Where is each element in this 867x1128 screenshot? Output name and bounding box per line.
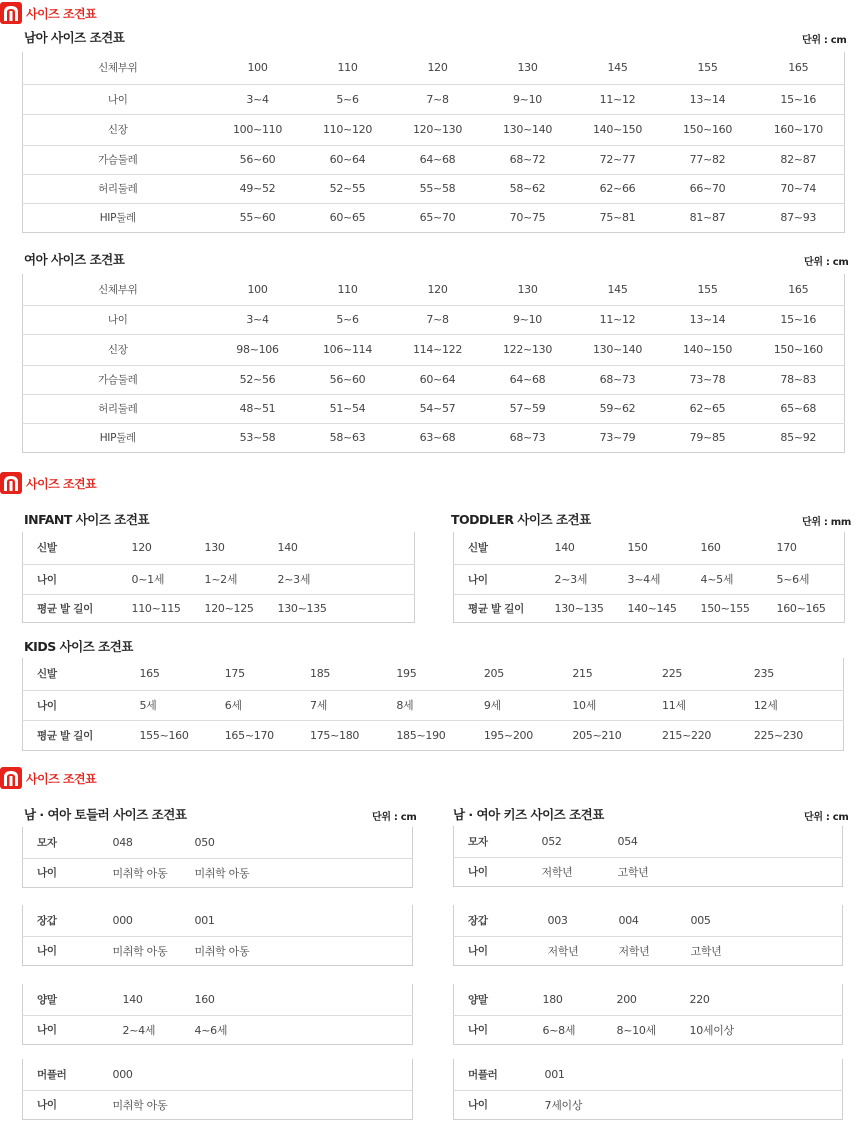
size-header-cell: 120 bbox=[393, 52, 483, 84]
row-label-cell: 신체부위 bbox=[23, 52, 213, 84]
size-value-cell: 4~5세 bbox=[701, 564, 777, 594]
size-value-cell: 5~6 bbox=[303, 305, 393, 334]
size-header-cell: 130 bbox=[205, 532, 278, 564]
size-value-cell: 150~160 bbox=[663, 114, 753, 145]
size-header-cell: 220 bbox=[690, 984, 843, 1015]
size-value-cell: 68~73 bbox=[483, 423, 573, 452]
size-value-cell: 7~8 bbox=[393, 84, 483, 114]
size-value-cell: 미취학 아동 bbox=[113, 858, 195, 887]
size-value-cell: 130~135 bbox=[278, 594, 415, 622]
table-row bbox=[23, 690, 844, 720]
size-value-cell: 5~6세 bbox=[777, 564, 845, 594]
size-value-cell: 120~130 bbox=[393, 114, 483, 145]
size-value-cell: 70~74 bbox=[753, 174, 845, 203]
table-header-row bbox=[454, 984, 843, 1015]
size-header-cell: 120 bbox=[393, 274, 483, 305]
size-header-cell: 180 bbox=[543, 984, 617, 1015]
size-value-cell: 62~66 bbox=[573, 174, 663, 203]
table-header-row bbox=[23, 274, 845, 305]
size-header-cell: 003 bbox=[548, 905, 619, 936]
brand-logo-icon bbox=[0, 2, 22, 24]
size-value-cell: 2~4세 bbox=[123, 1015, 195, 1044]
acc-toddler-gloves-table bbox=[22, 905, 413, 966]
table-row bbox=[23, 423, 845, 452]
size-value-cell: 저학년 bbox=[548, 936, 619, 965]
size-header-cell: 048 bbox=[113, 827, 195, 858]
size-value-cell: 60~65 bbox=[303, 203, 393, 232]
size-value-cell: 7세 bbox=[310, 690, 396, 720]
size-value-cell: 5세 bbox=[139, 690, 224, 720]
size-value-cell: 저학년 bbox=[542, 857, 618, 886]
size-value-cell: 고학년 bbox=[691, 936, 843, 965]
size-header-cell: 000 bbox=[113, 1059, 413, 1090]
size-header-cell: 165 bbox=[753, 274, 845, 305]
size-header-cell: 185 bbox=[310, 658, 396, 690]
row-label-cell: 나이 bbox=[23, 1015, 123, 1044]
size-value-cell: 52~55 bbox=[303, 174, 393, 203]
infant-size-title: INFANT 사이즈 조견표 bbox=[24, 512, 150, 527]
size-header-cell: 155 bbox=[663, 274, 753, 305]
table-row bbox=[23, 1090, 413, 1119]
row-label-cell: 양말 bbox=[454, 984, 543, 1015]
size-header-cell: 235 bbox=[754, 658, 844, 690]
size-header-cell: 145 bbox=[573, 52, 663, 84]
size-header-cell: 165 bbox=[753, 52, 845, 84]
size-value-cell: 11~12 bbox=[573, 84, 663, 114]
row-label-cell: 가슴둘레 bbox=[23, 145, 213, 174]
size-value-cell: 11세 bbox=[662, 690, 754, 720]
table-header-row bbox=[23, 827, 413, 858]
size-value-cell: 66~70 bbox=[663, 174, 753, 203]
size-value-cell: 미취학 아동 bbox=[113, 1090, 413, 1119]
row-label-cell: 머플러 bbox=[454, 1059, 545, 1090]
size-value-cell: 고학년 bbox=[618, 857, 843, 886]
size-header-cell: 130 bbox=[483, 274, 573, 305]
table-header-row bbox=[23, 532, 415, 564]
toddler-size-title: TODDLER 사이즈 조견표 bbox=[451, 512, 591, 527]
table-header-row bbox=[454, 905, 843, 936]
size-header-cell: 160 bbox=[195, 984, 413, 1015]
size-value-cell: 87~93 bbox=[753, 203, 845, 232]
size-value-cell: 77~82 bbox=[663, 145, 753, 174]
size-value-cell: 13~14 bbox=[663, 84, 753, 114]
size-value-cell: 140~150 bbox=[663, 334, 753, 365]
size-value-cell: 60~64 bbox=[393, 365, 483, 394]
size-value-cell: 미취학 아동 bbox=[195, 858, 413, 887]
size-value-cell: 56~60 bbox=[213, 145, 303, 174]
size-header-cell: 000 bbox=[113, 905, 195, 936]
row-label-cell: 나이 bbox=[454, 564, 555, 594]
size-header-cell: 110 bbox=[303, 274, 393, 305]
size-header-cell: 195 bbox=[396, 658, 483, 690]
size-value-cell: 15~16 bbox=[753, 305, 845, 334]
acc-toddler-muffler-table bbox=[22, 1059, 413, 1120]
section-header-3 bbox=[0, 767, 96, 789]
size-value-cell: 75~81 bbox=[573, 203, 663, 232]
boys-size-title: 남아 사이즈 조견표 bbox=[24, 30, 125, 45]
table-row bbox=[23, 936, 413, 965]
size-value-cell: 54~57 bbox=[393, 394, 483, 423]
row-label-cell: HIP둘레 bbox=[23, 423, 213, 452]
section-title: 사이즈 조견표 bbox=[26, 476, 97, 491]
size-value-cell: 160~170 bbox=[753, 114, 845, 145]
size-value-cell: 57~59 bbox=[483, 394, 573, 423]
size-header-cell: 175 bbox=[225, 658, 310, 690]
acc-kids-title: 남 · 여아 키즈 사이즈 조견표 bbox=[453, 807, 604, 822]
table-header-row bbox=[23, 905, 413, 936]
row-label-cell: 신발 bbox=[454, 532, 555, 564]
size-header-cell: 200 bbox=[617, 984, 690, 1015]
size-value-cell: 4~6세 bbox=[195, 1015, 413, 1044]
table-row bbox=[23, 564, 415, 594]
size-value-cell: 73~79 bbox=[573, 423, 663, 452]
size-value-cell: 175~180 bbox=[310, 720, 396, 750]
row-label-cell: 모자 bbox=[454, 826, 542, 857]
size-value-cell: 82~87 bbox=[753, 145, 845, 174]
size-value-cell: 62~65 bbox=[663, 394, 753, 423]
size-value-cell: 60~64 bbox=[303, 145, 393, 174]
size-value-cell: 98~106 bbox=[213, 334, 303, 365]
size-value-cell: 79~85 bbox=[663, 423, 753, 452]
table-row bbox=[23, 145, 845, 174]
size-value-cell: 48~51 bbox=[213, 394, 303, 423]
table-row bbox=[23, 203, 845, 232]
size-value-cell: 195~200 bbox=[484, 720, 573, 750]
size-value-cell: 55~60 bbox=[213, 203, 303, 232]
size-header-cell: 165 bbox=[139, 658, 224, 690]
size-header-cell: 001 bbox=[545, 1059, 843, 1090]
size-value-cell: 64~68 bbox=[393, 145, 483, 174]
size-value-cell: 215~220 bbox=[662, 720, 754, 750]
size-value-cell: 10세 bbox=[572, 690, 662, 720]
size-value-cell: 78~83 bbox=[753, 365, 845, 394]
table-row bbox=[454, 564, 845, 594]
section-header-1 bbox=[0, 2, 96, 24]
table-row bbox=[23, 174, 845, 203]
row-label-cell: 장갑 bbox=[454, 905, 548, 936]
size-value-cell: 68~73 bbox=[573, 365, 663, 394]
row-label-cell: 모자 bbox=[23, 827, 113, 858]
size-header-cell: 145 bbox=[573, 274, 663, 305]
size-value-cell: 68~72 bbox=[483, 145, 573, 174]
table-row bbox=[23, 720, 844, 750]
size-value-cell: 52~56 bbox=[213, 365, 303, 394]
row-label-cell: 신발 bbox=[23, 658, 140, 690]
size-header-cell: 100 bbox=[213, 52, 303, 84]
size-value-cell: 165~170 bbox=[225, 720, 310, 750]
size-value-cell: 120~125 bbox=[205, 594, 278, 622]
size-value-cell: 130~135 bbox=[555, 594, 628, 622]
row-label-cell: HIP둘레 bbox=[23, 203, 213, 232]
girls-size-title: 여아 사이즈 조견표 bbox=[24, 252, 125, 267]
size-header-cell: 120 bbox=[132, 532, 205, 564]
acc-toddler-title: 남 · 여아 토들러 사이즈 조견표 bbox=[24, 807, 187, 822]
size-value-cell: 1~2세 bbox=[205, 564, 278, 594]
size-value-cell: 63~68 bbox=[393, 423, 483, 452]
size-value-cell: 150~160 bbox=[753, 334, 845, 365]
table-header-row bbox=[23, 658, 844, 690]
table-header-row bbox=[23, 52, 845, 84]
size-value-cell: 122~130 bbox=[483, 334, 573, 365]
table-header-row bbox=[454, 532, 845, 564]
size-value-cell: 2~3세 bbox=[278, 564, 415, 594]
kids-size-title: KIDS 사이즈 조견표 bbox=[24, 639, 133, 654]
size-value-cell: 110~120 bbox=[303, 114, 393, 145]
size-value-cell: 59~62 bbox=[573, 394, 663, 423]
brand-logo-icon bbox=[0, 472, 22, 494]
size-value-cell: 53~58 bbox=[213, 423, 303, 452]
acc-kids-muffler-table bbox=[453, 1059, 843, 1120]
size-value-cell: 9~10 bbox=[483, 84, 573, 114]
size-value-cell: 205~210 bbox=[572, 720, 662, 750]
row-label-cell: 나이 bbox=[454, 857, 542, 886]
boys-size-table bbox=[22, 52, 845, 233]
size-value-cell: 6세 bbox=[225, 690, 310, 720]
size-value-cell: 150~155 bbox=[701, 594, 777, 622]
acc-kids-unit-label: 단위 : cm bbox=[804, 812, 849, 823]
table-row bbox=[23, 394, 845, 423]
size-value-cell: 100~110 bbox=[213, 114, 303, 145]
table-row bbox=[23, 1015, 413, 1044]
size-header-cell: 052 bbox=[542, 826, 618, 857]
section-header-2 bbox=[0, 472, 96, 494]
acc-toddler-hat-table bbox=[22, 827, 413, 888]
row-label-cell: 평균 발 길이 bbox=[23, 720, 140, 750]
size-value-cell: 110~115 bbox=[132, 594, 205, 622]
size-value-cell: 8~10세 bbox=[617, 1015, 690, 1044]
section-title: 사이즈 조견표 bbox=[26, 771, 97, 786]
size-value-cell: 2~3세 bbox=[555, 564, 628, 594]
size-header-cell: 160 bbox=[701, 532, 777, 564]
size-value-cell: 미취학 아동 bbox=[113, 936, 195, 965]
size-value-cell: 5~6 bbox=[303, 84, 393, 114]
size-value-cell: 12세 bbox=[754, 690, 844, 720]
row-label-cell: 가슴둘레 bbox=[23, 365, 213, 394]
size-header-cell: 005 bbox=[691, 905, 843, 936]
size-header-cell: 225 bbox=[662, 658, 754, 690]
row-label-cell: 허리둘레 bbox=[23, 174, 213, 203]
size-header-cell: 050 bbox=[195, 827, 413, 858]
toddler-unit-label: 단위 : mm bbox=[802, 517, 852, 528]
row-label-cell: 머플러 bbox=[23, 1059, 113, 1090]
row-label-cell: 나이 bbox=[23, 690, 140, 720]
boys-unit-label: 단위 : cm bbox=[802, 35, 847, 46]
section-title: 사이즈 조견표 bbox=[26, 6, 97, 21]
size-value-cell: 58~63 bbox=[303, 423, 393, 452]
size-header-cell: 205 bbox=[484, 658, 573, 690]
row-label-cell: 장갑 bbox=[23, 905, 113, 936]
size-value-cell: 7~8 bbox=[393, 305, 483, 334]
size-header-cell: 001 bbox=[195, 905, 413, 936]
size-header-cell: 100 bbox=[213, 274, 303, 305]
acc-kids-gloves-table bbox=[453, 905, 843, 966]
size-header-cell: 140 bbox=[278, 532, 415, 564]
size-value-cell: 65~70 bbox=[393, 203, 483, 232]
table-row bbox=[454, 1015, 843, 1044]
size-value-cell: 55~58 bbox=[393, 174, 483, 203]
size-value-cell: 114~122 bbox=[393, 334, 483, 365]
kids-size-table bbox=[22, 658, 844, 751]
table-row bbox=[23, 305, 845, 334]
size-value-cell: 56~60 bbox=[303, 365, 393, 394]
size-value-cell: 225~230 bbox=[754, 720, 844, 750]
size-value-cell: 72~77 bbox=[573, 145, 663, 174]
row-label-cell: 허리둘레 bbox=[23, 394, 213, 423]
size-value-cell: 미취학 아동 bbox=[195, 936, 413, 965]
table-header-row bbox=[23, 1059, 413, 1090]
girls-unit-label: 단위 : cm bbox=[804, 257, 849, 268]
table-row bbox=[23, 84, 845, 114]
row-label-cell: 나이 bbox=[454, 1015, 543, 1044]
acc-toddler-socks-table bbox=[22, 984, 413, 1045]
row-label-cell: 평균 발 길이 bbox=[454, 594, 555, 622]
size-value-cell: 6~8세 bbox=[543, 1015, 617, 1044]
size-value-cell: 70~75 bbox=[483, 203, 573, 232]
row-label-cell: 나이 bbox=[23, 936, 113, 965]
row-label-cell: 나이 bbox=[23, 1090, 113, 1119]
size-header-cell: 140 bbox=[555, 532, 628, 564]
size-header-cell: 054 bbox=[618, 826, 843, 857]
size-value-cell: 160~165 bbox=[777, 594, 845, 622]
girls-size-table bbox=[22, 274, 845, 453]
size-header-cell: 140 bbox=[123, 984, 195, 1015]
size-value-cell: 81~87 bbox=[663, 203, 753, 232]
table-row bbox=[23, 334, 845, 365]
size-value-cell: 155~160 bbox=[139, 720, 224, 750]
size-header-cell: 155 bbox=[663, 52, 753, 84]
size-header-cell: 215 bbox=[572, 658, 662, 690]
row-label-cell: 나이 bbox=[23, 858, 113, 887]
size-header-cell: 110 bbox=[303, 52, 393, 84]
size-header-cell: 004 bbox=[619, 905, 691, 936]
size-value-cell: 13~14 bbox=[663, 305, 753, 334]
table-row bbox=[23, 365, 845, 394]
size-value-cell: 140~150 bbox=[573, 114, 663, 145]
size-value-cell: 185~190 bbox=[396, 720, 483, 750]
size-value-cell: 140~145 bbox=[628, 594, 701, 622]
brand-logo-icon bbox=[0, 767, 22, 789]
size-value-cell: 73~78 bbox=[663, 365, 753, 394]
size-value-cell: 58~62 bbox=[483, 174, 573, 203]
row-label-cell: 나이 bbox=[454, 936, 548, 965]
row-label-cell: 나이 bbox=[23, 305, 213, 334]
row-label-cell: 양말 bbox=[23, 984, 123, 1015]
size-value-cell: 64~68 bbox=[483, 365, 573, 394]
acc-toddler-unit-label: 단위 : cm bbox=[372, 812, 417, 823]
row-label-cell: 나이 bbox=[23, 84, 213, 114]
row-label-cell: 신체부위 bbox=[23, 274, 213, 305]
table-row bbox=[23, 858, 413, 887]
row-label-cell: 신장 bbox=[23, 334, 213, 365]
size-value-cell: 7세이상 bbox=[545, 1090, 843, 1119]
size-value-cell: 130~140 bbox=[483, 114, 573, 145]
toddler-size-table bbox=[453, 532, 845, 623]
table-row bbox=[454, 936, 843, 965]
size-value-cell: 9~10 bbox=[483, 305, 573, 334]
size-header-cell: 150 bbox=[628, 532, 701, 564]
table-row bbox=[23, 594, 415, 622]
size-value-cell: 130~140 bbox=[573, 334, 663, 365]
size-value-cell: 65~68 bbox=[753, 394, 845, 423]
size-value-cell: 3~4 bbox=[213, 305, 303, 334]
size-value-cell: 49~52 bbox=[213, 174, 303, 203]
table-row bbox=[454, 594, 845, 622]
size-value-cell: 8세 bbox=[396, 690, 483, 720]
size-value-cell: 9세 bbox=[484, 690, 573, 720]
row-label-cell: 신장 bbox=[23, 114, 213, 145]
size-value-cell: 11~12 bbox=[573, 305, 663, 334]
size-value-cell: 3~4 bbox=[213, 84, 303, 114]
size-header-cell: 130 bbox=[483, 52, 573, 84]
row-label-cell: 나이 bbox=[454, 1090, 545, 1119]
table-row bbox=[454, 857, 843, 886]
size-value-cell: 3~4세 bbox=[628, 564, 701, 594]
size-header-cell: 170 bbox=[777, 532, 845, 564]
table-header-row bbox=[454, 826, 843, 857]
row-label-cell: 신발 bbox=[23, 532, 132, 564]
acc-kids-hat-table bbox=[453, 826, 843, 887]
size-value-cell: 51~54 bbox=[303, 394, 393, 423]
acc-kids-socks-table bbox=[453, 984, 843, 1045]
table-row bbox=[23, 114, 845, 145]
table-row bbox=[454, 1090, 843, 1119]
size-value-cell: 85~92 bbox=[753, 423, 845, 452]
table-header-row bbox=[454, 1059, 843, 1090]
table-header-row bbox=[23, 984, 413, 1015]
infant-size-table bbox=[22, 532, 415, 623]
row-label-cell: 평균 발 길이 bbox=[23, 594, 132, 622]
size-value-cell: 15~16 bbox=[753, 84, 845, 114]
size-value-cell: 저학년 bbox=[619, 936, 691, 965]
size-value-cell: 106~114 bbox=[303, 334, 393, 365]
row-label-cell: 나이 bbox=[23, 564, 132, 594]
size-value-cell: 10세이상 bbox=[690, 1015, 843, 1044]
size-value-cell: 0~1세 bbox=[132, 564, 205, 594]
